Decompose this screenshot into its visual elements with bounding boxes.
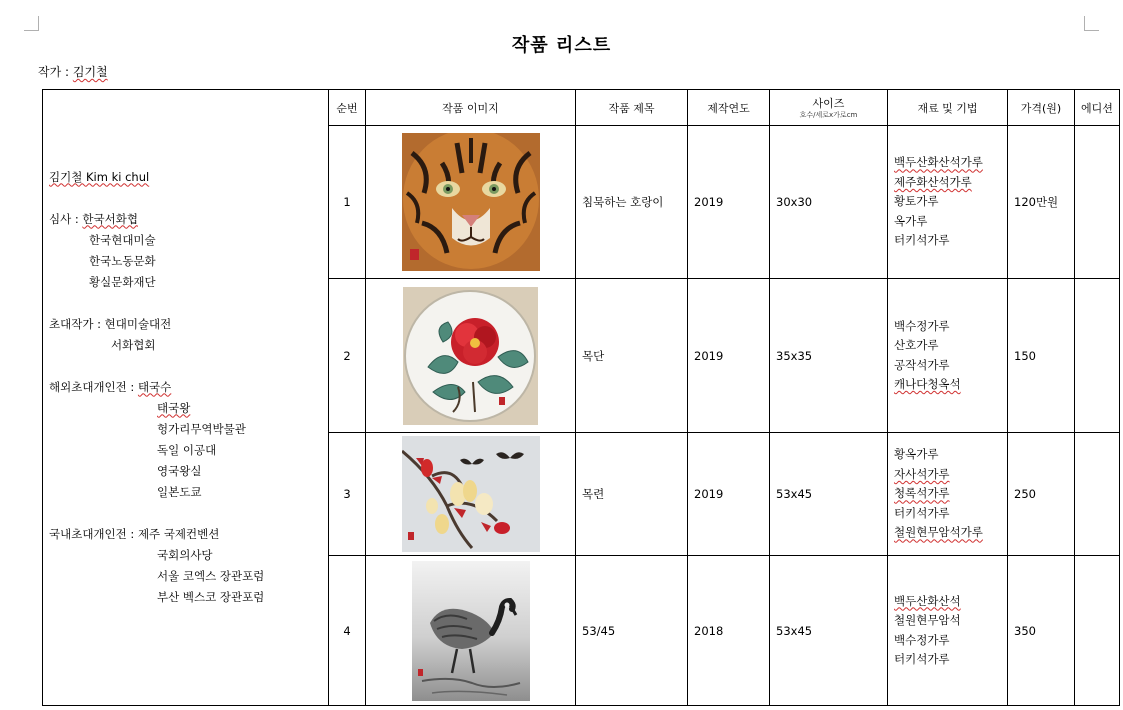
work-title: 53/45 xyxy=(576,556,688,706)
bio-domestic-item: 부산 벡스코 장관포럼 xyxy=(157,589,265,604)
work-number: 4 xyxy=(329,556,366,706)
work-year: 2018 xyxy=(688,556,770,706)
header-year: 제작연도 xyxy=(688,90,770,126)
material-item: 청록석가루 xyxy=(894,486,950,501)
bio-overseas-line xyxy=(49,377,328,398)
work-title: 목련 xyxy=(576,433,688,556)
material-item: 철원현무암석가루 xyxy=(894,525,983,540)
material-item: 백두산화산석가루 xyxy=(894,155,983,170)
work-image-cell xyxy=(366,279,576,433)
work-title: 목단 xyxy=(576,279,688,433)
work-edition xyxy=(1075,126,1120,279)
artist-line xyxy=(38,63,108,80)
material-item: 터키석가루 xyxy=(894,652,950,666)
bio-invited-item: 현대미술대전 xyxy=(104,316,172,331)
bio-judge-item: 한국현대미술 xyxy=(89,232,156,247)
bio-domestic-item: 제주 국제컨벤션 xyxy=(137,526,220,541)
bio-invited-label: 초대작가 : xyxy=(49,316,105,331)
bio-domestic-line xyxy=(49,524,328,545)
header-edition: 에디션 xyxy=(1075,90,1120,126)
bio-judge-item: 한국노동문화 xyxy=(89,253,156,268)
bio-name-text: 김기철 Kim ki chul xyxy=(49,169,150,184)
header-image: 작품 이미지 xyxy=(366,90,576,126)
work-price: 150 xyxy=(1008,279,1075,433)
material-item: 산호가루 xyxy=(894,338,939,352)
header-size-label: 사이즈 xyxy=(812,97,845,110)
document-title: 작품 리스트 xyxy=(511,35,612,56)
work-size: 53x45 xyxy=(770,556,888,706)
bio-judge-label: 심사 : xyxy=(49,211,83,226)
work-materials xyxy=(888,556,1008,706)
material-item: 백두산화산석 xyxy=(894,593,961,608)
works-table xyxy=(42,89,1120,706)
header-size-sub: 호수/세로x가로cm xyxy=(799,111,858,119)
bio-domestic-item: 국회의사당 xyxy=(157,547,213,562)
bio-judge-line xyxy=(49,209,328,230)
material-item: 백수정가루 xyxy=(894,318,950,333)
work-materials xyxy=(888,279,1008,433)
bio-judge-item: 황실문화재단 xyxy=(89,274,156,289)
material-item: 캐나다청옥석 xyxy=(894,377,961,391)
work-year: 2019 xyxy=(688,433,770,556)
material-item: 황옥가루 xyxy=(894,447,939,462)
page-corner-mark xyxy=(24,16,39,31)
artist-bio xyxy=(43,90,329,706)
bio-overseas-item: 독일 이공대 xyxy=(157,442,217,457)
header-materials: 재료 및 기법 xyxy=(888,90,1008,126)
bio-overseas-item: 헝가리무역박물관 xyxy=(157,421,246,436)
work-number: 1 xyxy=(329,126,366,279)
work-price: 120만원 xyxy=(1008,126,1075,279)
header-size xyxy=(770,90,888,126)
work-materials xyxy=(888,126,1008,279)
header-row xyxy=(43,90,1120,126)
material-item: 옥가루 xyxy=(894,213,928,228)
work-number: 3 xyxy=(329,433,366,556)
bio-overseas-label: 해외초대개인전 : xyxy=(49,379,138,394)
material-item: 터키석가루 xyxy=(894,505,950,520)
work-image-cell xyxy=(366,556,576,706)
bio-domestic-label: 국내초대개인전 : xyxy=(49,526,138,541)
goose-painting xyxy=(412,561,530,701)
bio-overseas-item: 영국왕실 xyxy=(157,463,202,478)
bio-name xyxy=(49,167,328,188)
work-price: 350 xyxy=(1008,556,1075,706)
bio-overseas-item: 태국왕 xyxy=(157,400,191,415)
work-year: 2019 xyxy=(688,126,770,279)
page-corner-mark xyxy=(1084,16,1099,31)
material-item: 터키석가루 xyxy=(894,233,950,248)
peony-painting xyxy=(403,287,538,425)
work-size: 30x30 xyxy=(770,126,888,279)
magnolia-painting xyxy=(402,436,540,552)
header-number: 순번 xyxy=(329,90,366,126)
header-title: 작품 제목 xyxy=(576,90,688,126)
work-materials xyxy=(888,433,1008,556)
bio-overseas-item: 태국수 xyxy=(137,379,172,394)
material-item: 자사석가루 xyxy=(894,466,950,481)
work-title: 침묵하는 호랑이 xyxy=(576,126,688,279)
work-edition xyxy=(1075,556,1120,706)
header-price: 가격(원) xyxy=(1008,90,1075,126)
bio-domestic-item: 서울 코엑스 장관포럼 xyxy=(157,568,265,583)
work-image-cell xyxy=(366,126,576,279)
tiger-painting xyxy=(402,133,540,271)
material-item: 철원현무암석 xyxy=(894,613,961,627)
work-edition xyxy=(1075,433,1120,556)
material-item: 제주화산석가루 xyxy=(894,174,972,189)
work-year: 2019 xyxy=(688,279,770,433)
work-size: 53x45 xyxy=(770,433,888,556)
work-size: 35x35 xyxy=(770,279,888,433)
bio-overseas-item: 일본도쿄 xyxy=(157,484,202,499)
artist-label: 작가 : xyxy=(38,65,73,79)
work-price: 250 xyxy=(1008,433,1075,556)
work-edition xyxy=(1075,279,1120,433)
work-number: 2 xyxy=(329,279,366,433)
material-item: 황토가루 xyxy=(894,194,939,209)
artist-name: 김기철 xyxy=(72,65,108,79)
material-item: 백수정가루 xyxy=(894,632,950,647)
work-image-cell xyxy=(366,433,576,556)
bio-invited-line xyxy=(49,314,328,335)
material-item: 공작석가루 xyxy=(894,357,950,372)
bio-invited-item: 서화협회 xyxy=(111,337,156,352)
bio-judge-item: 한국서화협 xyxy=(82,211,138,226)
